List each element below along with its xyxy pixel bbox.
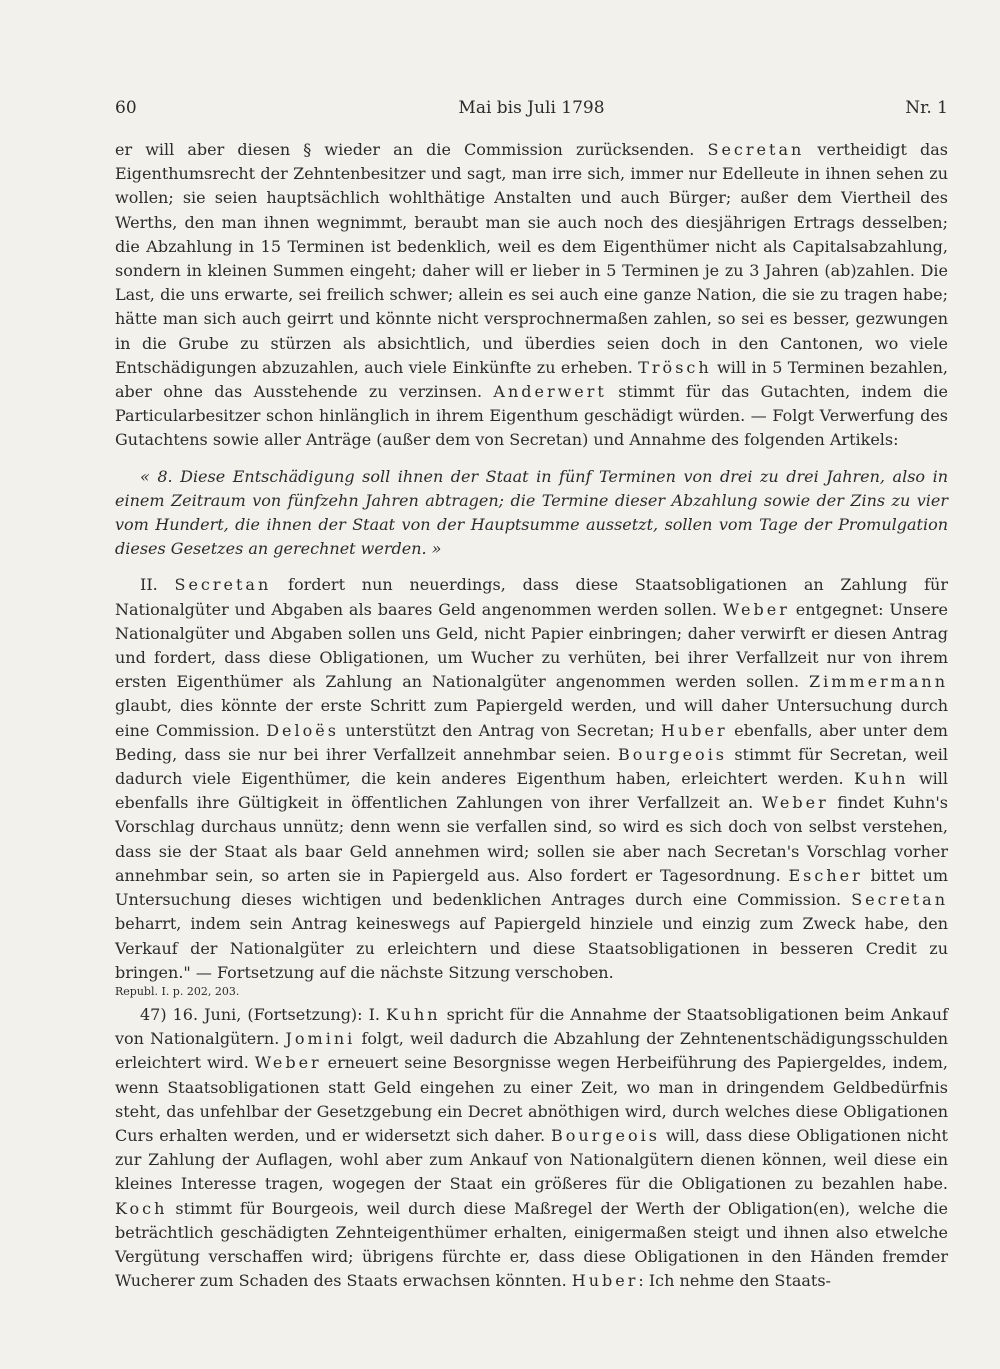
speaker-name: Weber — [254, 1053, 322, 1073]
speaker-name: Koch — [115, 1198, 168, 1218]
speaker-name: Trösch — [638, 357, 712, 377]
speaker-name: Jomini — [285, 1029, 356, 1049]
speaker-name: Huber — [571, 1271, 639, 1291]
speaker-name: Escher — [788, 865, 863, 885]
speaker-name: Weber — [722, 599, 790, 619]
page-number: 60 — [115, 98, 137, 118]
issue-number: Nr. 1 — [905, 98, 948, 118]
paragraph-2: II. Secretan fordert nun neuerdings, dass diese Staatsobligationen an Zahlung für Nationalgüter und Abgaben als baares Geld angenommen werden sollen. Weber entgegnet: Unsere Nationalgüter und Abgaben sollen uns Geld, nicht Papier einbringen; daher verwirft er diesen Antrag und fordert, dass diese Obligationen, um Wucher zu verhüten, bei ihrer Verfallzeit nur von ihrem ersten Eigenthümer als Zahlung an Nationalgüter angenommen werden sollen. Zimmermann glaubt, dies könnte der erste Schritt zum Papiergeld werden, und will daher Untersuchung durch eine Commission. Deloës unterstützt den Antrag von Secretan; Huber ebenfalls, aber unter dem Beding, dass sie nur bei ihrer Verfallzeit annehmbar seien. Bourgeois stimmt für Secretan, weil dadurch viele Eigenthümer, die kein anderes Eigenthum haben, erleichtert werden. Kuhn will ebenfalls ihre Gültigkeit in öffentlichen Zahlungen von ihrer Verfallzeit an. Weber findet Kuhn's Vorschlag durchaus unnütz; denn wenn sie verfallen sind, so wird es sich doch von selbst verstehen, dass sie der Staat als baar Geld annehmen wird; sollen sie aber nach Secretan's Vorschlag vorher annehmbar sein, so arten sie in Papiergeld aus. Also fordert er Tagesordnung. Escher bittet um Untersuchung dieses wichtigen und bedenklichen Antrages durch eine Commission. Secretan beharrt, indem sein Antrag keineswegs auf Papiergeld hinziele und einzig zum Zweck habe, den Verkauf der Nationalgüter zu erleichtern und diese Staatsobligationen in besseren Credit zu bringen." — Fortsetzung auf die nächste Sitzung verschoben. — [115, 575, 949, 982]
paragraph-3: 47) 16. Juni, (Fortsetzung): I. Kuhn spricht für die Annahme der Staatsobligationen beim Ankauf von Nationalgütern. Jomini folgt, weil dadurch die Abzahlung der Zehntenentschädigungsschulden erleichtert wird. Weber erneuert seine Besorgnisse wegen Herbeiführung des Papiergeldes, indem, wenn Staatsobligationen statt Geld eingehen zu einer Zeit, wo man in dringendem Geldbedürfnis steht, das unfehlbar der Gesetzgebung ein Decret abnöthigen wird, durch welches diese Obligationen Curs erhalten werden, und er widersetzt sich daher. Bourgeois will, dass diese Obligationen nicht zur Zahlung der Auflagen, wohl aber zum Ankauf von Nationalgütern dienen können, weil diese ein kleines Interesse tragen, wogegen der Staat ein größeres für die Obligationen zu bezahlen habe. Koch stimmt für Bourgeois, weil durch diese Maßregel der Werth der Obligation(en), welche die beträchtlich geschädigten Zehnteigenthümer erhalten, einigermaßen steigt und ihnen also etwelche Vergütung verschaffen wird; übrigens fürchte er, dass diese Obligationen in den Händen fremder Wucherer zum Schaden des Staats erwachsen könnten. Huber: Ich nehme den Staats- — [115, 1004, 949, 1291]
running-title: Mai bis Juli 1798 — [458, 98, 605, 118]
speaker-name: Deloës — [266, 720, 339, 740]
speaker-name: Secretan — [174, 575, 272, 595]
speaker-name: Bourgeois — [618, 744, 728, 764]
speaker-name: Kuhn — [386, 1004, 441, 1024]
body-text — [115, 138, 948, 1293]
speaker-name: Zimmermann — [808, 672, 948, 692]
speaker-name: Secretan — [851, 890, 948, 910]
quoted-article: « 8. Diese Entschädigung soll ihnen der Staat in fünf Terminen von drei zu drei Jahren, also in einem Zeitraum von fünfzehn Jahren abtragen; die Termine dieser Abzahlung sowie der Zins zu vier vom Hundert, die ihnen der Staat von der Hauptsumme aussetzt, sollen vom Tage der Promulgation dieses Gesetzes an gerechnet werden. » — [115, 466, 948, 559]
speaker-name: Huber — [661, 720, 728, 740]
speaker-name: Anderwert — [493, 382, 607, 402]
speaker-name: Secretan — [707, 140, 805, 159]
source-reference: Republ. I. p. 202, 203. — [115, 984, 240, 998]
paragraph-1: er will aber diesen § wieder an die Commission zurücksenden. Secretan vertheidigt das Eigenthumsrecht der Zehntenbesitzer und sagt, man irre sich, immer nur Edelleute in ihnen sehen zu wollen; sie seien hauptsächlich wohlthätige Anstalten und auch Bürger; außer dem Viertheil des Werths, den man ihnen wegnimmt, beraubt man sie auch noch des diesjährigen Ertrags desselben; die Abzahlung in 15 Terminen ist bedenklich, weil es dem Eigenthümer nicht als Capitalsabzahlung, sondern in kleinen Summen eingeht; daher will er lieber in 5 Terminen je zu 3 Jahren (ab)zahlen. Die Last, die uns erwarte, sei freilich schwer; allein es sei auch eine ganze Nation, die sie zu tragen habe; hätte man sich auch geirrt und könnte nicht versprochnermaßen zahlen, so sei es besser, gezwungen in die Grube zu stürzen als absichtlich, und überdies seien doch in den Cantonen, wo viele Entschädigungen abzuzahlen, auch viele Einkünfte zu erheben. Trösch will in 5 Terminen bezahlen, aber ohne das Ausstehende zu verzinsen. Anderwert stimmt für das Gutachten, indem die Particularbesitzer schon hinlänglich in ihrem Eigenthum geschädigt würden. — Folgt Verwerfung des Gutachtens sowie aller Anträge (außer dem von Secretan) und Annahme des folgenden Artikels: — [115, 140, 949, 450]
page-header — [115, 98, 948, 122]
speaker-name: Bourgeois — [550, 1125, 660, 1145]
speaker-name: Weber — [761, 793, 829, 813]
speaker-name: Kuhn — [854, 769, 909, 789]
